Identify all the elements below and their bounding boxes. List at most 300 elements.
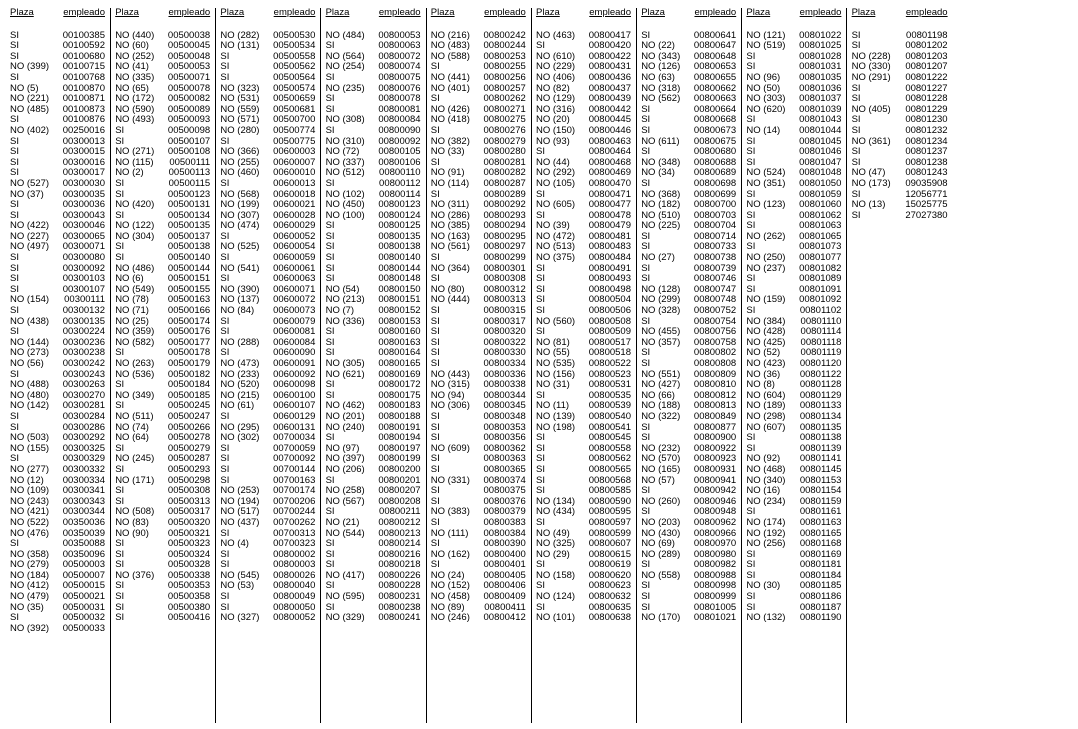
- table-row: [8, 518, 110, 529]
- plaza-cell: NO (535): [536, 358, 576, 369]
- empleado-cell: 00801110: [800, 315, 842, 327]
- empleado-cell: 00500176: [167, 326, 211, 338]
- empleado-cell: 00800075: [378, 71, 421, 83]
- empleado-cell: 00800317: [483, 315, 526, 327]
- empleado-cell: 00500700: [273, 114, 316, 126]
- empleado-cell: 00801077: [799, 252, 842, 264]
- plaza-cell: NO (152): [430, 580, 470, 592]
- table-row: [218, 359, 320, 370]
- plaza-cell: SI: [851, 146, 861, 158]
- plaza-cell: NO (7): [325, 305, 355, 317]
- empleado-cell: 00300071: [62, 241, 105, 253]
- empleado-cell: 00800092: [378, 135, 421, 147]
- column-header: [639, 8, 741, 20]
- empleado-cell: 00800063: [378, 40, 421, 52]
- empleado-cell: 00800183: [378, 400, 421, 412]
- plaza-cell: SI: [746, 209, 756, 221]
- empleado-cell: 00300224: [62, 326, 105, 338]
- plaza-cell: NO (255): [220, 156, 260, 168]
- empleado-cell: 00800412: [483, 612, 526, 624]
- plaza-cell: NO (97): [325, 442, 360, 454]
- empleado-cell: 00300281: [62, 400, 105, 412]
- plaza-cell: SI: [851, 114, 861, 126]
- empleado-cell: 00300236: [62, 336, 105, 348]
- empleado-cell: 00500320: [167, 516, 211, 528]
- empleado-cell: 00600010: [273, 167, 316, 179]
- plaza-cell: NO (484): [325, 29, 365, 41]
- empleado-cell: 00500324: [167, 548, 211, 560]
- plaza-cell: SI: [746, 146, 756, 158]
- plaza-cell: NO (225): [641, 220, 681, 232]
- empleado-cell: 00801037: [799, 93, 842, 105]
- plaza-cell: SI: [430, 273, 440, 285]
- empleado-cell: 00500151: [167, 273, 211, 285]
- plaza-cell: SI: [220, 601, 230, 613]
- plaza-cell: NO (549): [115, 283, 155, 295]
- empleado-cell: 00600084: [273, 336, 316, 348]
- empleado-cell: 00801044: [799, 124, 842, 136]
- empleado-cell: 00801135: [799, 421, 842, 433]
- plaza-cell: NO (35): [10, 601, 44, 613]
- empleado-cell: 00800615: [588, 548, 631, 560]
- plaza-cell: NO (156): [536, 368, 576, 380]
- empleado-cell: 00800150: [378, 283, 421, 295]
- plaza-cell: SI: [220, 442, 230, 454]
- plaza-cell: NO (359): [115, 326, 155, 338]
- empleado-cell: 00800276: [483, 124, 526, 136]
- plaza-cell: NO (21): [325, 516, 360, 528]
- empleado-cell: 00800151: [378, 294, 421, 306]
- plaza-cell: SI: [641, 103, 651, 115]
- header-spacer: [429, 20, 531, 31]
- empleado-cell: 00800442: [588, 103, 631, 115]
- empleado-cell: 00801073: [799, 241, 842, 253]
- table-row: [218, 518, 320, 529]
- empleado-cell: 00500247: [167, 410, 211, 422]
- empleado-cell: 00500021: [62, 591, 105, 603]
- table-row: [639, 412, 741, 423]
- empleado-cell: 00801045: [799, 135, 842, 147]
- plaza-cell: SI: [325, 389, 335, 401]
- plaza-cell: SI: [430, 124, 440, 136]
- plaza-cell: SI: [851, 82, 861, 94]
- table-row: [534, 179, 636, 190]
- plaza-cell: SI: [746, 591, 756, 603]
- plaza-cell: NO (551): [641, 368, 681, 380]
- empleado-cell: 00500562: [273, 61, 316, 73]
- table-row: [324, 518, 426, 529]
- empleado-header: empleado: [63, 7, 105, 18]
- empleado-cell: 00801122: [799, 368, 842, 380]
- plaza-cell: SI: [220, 453, 230, 465]
- plaza-cell: NO (24): [430, 569, 465, 581]
- table-row: [639, 613, 741, 624]
- empleado-cell: 00600091: [273, 358, 316, 369]
- empleado-cell: 00800212: [378, 516, 421, 528]
- plaza-header: Plaza: [325, 7, 350, 18]
- empleado-cell: 00800970: [693, 538, 737, 550]
- empleado-cell: 00801046: [799, 146, 842, 158]
- table-row: [218, 179, 320, 190]
- empleado-cell: 00500082: [167, 93, 211, 105]
- empleado-cell: 00500659: [273, 93, 316, 105]
- empleado-cell: 00500111: [169, 156, 211, 168]
- plaza-cell: NO (468): [746, 463, 786, 475]
- empleado-cell: 00800374: [483, 474, 526, 486]
- plaza-cell: NO (310): [325, 135, 365, 147]
- plaza-cell: NO (458): [430, 591, 470, 603]
- empleado-cell: 00800802: [693, 347, 737, 359]
- table-row: [429, 359, 531, 370]
- empleado-cell: 00800982: [693, 559, 737, 571]
- empleado-cell: 00800752: [693, 305, 737, 317]
- empleado-cell: 00800375: [483, 485, 526, 497]
- plaza-cell: NO (137): [220, 294, 260, 306]
- empleado-header: empleado: [799, 7, 842, 18]
- empleado-cell: 00300092: [62, 262, 105, 274]
- empleado-cell: 00801153: [799, 474, 842, 486]
- plaza-cell: NO (192): [746, 527, 786, 539]
- empleado-cell: 00800242: [483, 29, 526, 41]
- plaza-cell: NO (298): [746, 410, 786, 422]
- empleado-cell: 00500032: [62, 612, 105, 624]
- plaza-cell: NO (258): [325, 485, 365, 497]
- plaza-cell: NO (402): [10, 124, 50, 136]
- plaza-cell: NO (41): [115, 61, 149, 73]
- table-row: [113, 179, 215, 190]
- plaza-cell: NO (513): [536, 241, 576, 253]
- plaza-cell: SI: [220, 71, 230, 83]
- plaza-cell: NO (361): [851, 135, 891, 147]
- empleado-cell: 00100592: [62, 40, 105, 52]
- plaza-cell: SI: [641, 601, 651, 613]
- plaza-cell: NO (14): [746, 124, 781, 136]
- plaza-cell: SI: [536, 442, 545, 454]
- empleado-cell: 00800422: [588, 50, 631, 62]
- table-row: [218, 412, 320, 423]
- plaza-cell: NO (308): [325, 114, 365, 126]
- table-row: [324, 613, 426, 624]
- empleado-cell: 00800688: [693, 156, 737, 168]
- empleado-cell: 00800420: [588, 40, 631, 52]
- empleado-cell: 00800900: [693, 432, 737, 444]
- empleado-cell: 00800445: [588, 114, 631, 126]
- empleado-cell: 00250016: [62, 124, 105, 136]
- table-column: [429, 8, 532, 723]
- empleado-cell: 00801129: [799, 389, 842, 401]
- plaza-cell: SI: [220, 410, 230, 422]
- plaza-cell: SI: [536, 580, 545, 592]
- plaza-cell: NO (531): [220, 93, 260, 105]
- plaza-cell: SI: [220, 591, 230, 603]
- empleado-cell: 00800699: [693, 188, 737, 200]
- plaza-cell: SI: [430, 326, 440, 338]
- plaza-cell: SI: [641, 177, 651, 189]
- empleado-cell: 00500321: [167, 527, 211, 539]
- plaza-cell: NO (12): [10, 474, 44, 486]
- plaza-cell: SI: [536, 389, 545, 401]
- empleado-cell: 00600029: [273, 220, 316, 232]
- empleado-cell: 00801048: [799, 167, 842, 179]
- empleado-cell: 00800409: [483, 591, 526, 603]
- empleado-cell: 00800509: [588, 326, 631, 338]
- plaza-cell: SI: [10, 326, 19, 338]
- empleado-cell: 00800758: [693, 336, 737, 348]
- plaza-cell: NO (142): [10, 400, 50, 412]
- plaza-cell: SI: [536, 146, 545, 158]
- empleado-cell: 00800406: [483, 580, 526, 592]
- plaza-cell: SI: [536, 432, 545, 444]
- plaza-cell: SI: [115, 347, 125, 359]
- empleado-cell: 00800946: [693, 495, 737, 507]
- plaza-cell: NO (383): [430, 506, 470, 518]
- empleado-cell: 00801207: [905, 61, 948, 73]
- table-row: [8, 465, 110, 476]
- empleado-cell: 00800733: [693, 241, 737, 253]
- empleado-cell: 00800279: [483, 135, 526, 147]
- empleado-cell: 00800689: [693, 167, 737, 179]
- empleado-cell: 00801161: [799, 506, 842, 518]
- empleado-cell: 00800849: [693, 410, 737, 422]
- plaza-cell: SI: [430, 432, 440, 444]
- plaza-cell: NO (401): [430, 82, 470, 94]
- empleado-cell: 00800299: [483, 252, 526, 264]
- empleado-cell: 00800365: [483, 463, 526, 475]
- empleado-cell: 00800405: [483, 569, 526, 581]
- empleado-cell: 00801036: [799, 82, 842, 94]
- empleado-cell: 00801141: [799, 453, 842, 465]
- plaza-cell: NO (397): [325, 453, 365, 465]
- empleado-cell: 00800313: [483, 294, 526, 306]
- plaza-cell: SI: [115, 135, 125, 147]
- table-row: [534, 465, 636, 476]
- plaza-cell: SI: [746, 241, 756, 253]
- empleado-cell: 00300135: [62, 315, 105, 327]
- empleado-cell: 00800213: [378, 527, 421, 539]
- empleado-cell: 00800336: [483, 368, 526, 380]
- header-spacer: [534, 20, 636, 31]
- empleado-cell: 00801230: [905, 114, 948, 126]
- plaza-cell: NO (304): [115, 230, 155, 242]
- plaza-cell: SI: [220, 50, 230, 62]
- plaza-cell: SI: [115, 124, 125, 136]
- table-column: [8, 8, 111, 723]
- plaza-cell: NO (443): [430, 368, 470, 380]
- plaza-cell: NO (6): [115, 273, 144, 285]
- empleado-cell: 00800942: [693, 485, 737, 497]
- empleado-cell: 00800105: [378, 146, 421, 158]
- empleado-header: empleado: [273, 7, 316, 18]
- empleado-cell: 00500140: [167, 252, 211, 264]
- plaza-cell: NO (69): [641, 538, 675, 550]
- empleado-cell: 00500313: [167, 495, 211, 507]
- plaza-cell: SI: [430, 463, 440, 475]
- plaza-cell: NO (510): [641, 209, 681, 221]
- empleado-cell: 00500558: [273, 50, 316, 62]
- plaza-cell: NO (128): [641, 283, 681, 295]
- empleado-cell: 00800315: [483, 305, 526, 317]
- plaza-cell: SI: [746, 559, 756, 571]
- empleado-cell: 00800668: [693, 114, 737, 126]
- plaza-cell: SI: [220, 559, 230, 571]
- empleado-cell: 00800084: [378, 114, 421, 126]
- plaza-cell: NO (351): [746, 177, 786, 189]
- plaza-cell: SI: [641, 432, 651, 444]
- plaza-cell: NO (20): [536, 114, 570, 126]
- empleado-cell: 00500358: [167, 591, 211, 603]
- empleado-cell: 00801060: [799, 199, 842, 211]
- plaza-cell: SI: [115, 538, 125, 550]
- empleado-cell: 00300270: [62, 389, 105, 401]
- empleado-cell: 00800619: [588, 559, 631, 571]
- plaza-cell: SI: [115, 188, 125, 200]
- table-row: [218, 465, 320, 476]
- plaza-cell: NO (129): [536, 93, 576, 105]
- plaza-cell: SI: [430, 315, 440, 327]
- empleado-cell: 00800531: [588, 379, 631, 391]
- plaza-cell: NO (198): [536, 421, 576, 433]
- plaza-cell: NO (420): [115, 199, 155, 211]
- empleado-cell: 00800050: [273, 601, 316, 613]
- empleado-cell: 00800941: [693, 474, 737, 486]
- empleado-cell: 00800292: [483, 199, 526, 211]
- empleado-cell: 00800244: [483, 40, 526, 52]
- empleado-cell: 00801114: [800, 326, 842, 338]
- empleado-cell: 00800211: [379, 506, 421, 518]
- empleado-cell: 00801050: [799, 177, 842, 189]
- plaza-cell: NO (609): [430, 442, 470, 454]
- empleado-cell: 00800746: [693, 273, 737, 285]
- empleado-cell: 00300030: [62, 177, 105, 189]
- empleado-cell: 00500137: [167, 230, 211, 242]
- plaza-cell: NO (382): [430, 135, 470, 147]
- table-row: [324, 359, 426, 370]
- plaza-cell: NO (56): [10, 358, 44, 369]
- plaza-cell: SI: [536, 474, 545, 486]
- plaza-cell: NO (336): [325, 315, 365, 327]
- table-row: [639, 126, 741, 137]
- plaza-header: Plaza: [536, 7, 560, 18]
- plaza-cell: NO (316): [536, 103, 576, 115]
- plaza-cell: NO (376): [115, 569, 155, 581]
- empleado-cell: 00800999: [693, 591, 737, 603]
- table-row: [534, 126, 636, 137]
- empleado-cell: 00800216: [378, 548, 421, 560]
- plaza-cell: NO (94): [430, 389, 465, 401]
- empleado-cell: 00800662: [693, 82, 737, 94]
- plaza-cell: NO (512): [325, 167, 365, 179]
- empleado-cell: 00700313: [273, 527, 316, 539]
- empleado-cell: 00800049: [273, 591, 316, 603]
- empleado-cell: 00600052: [273, 230, 316, 242]
- empleado-cell: 00500184: [167, 379, 211, 391]
- empleado-cell: 00700034: [273, 432, 316, 444]
- empleado-cell: 00800620: [588, 569, 631, 581]
- plaza-cell: NO (105): [536, 177, 576, 189]
- empleado-cell: 00300015: [62, 146, 105, 158]
- empleado-cell: 00500113: [168, 167, 211, 179]
- empleado-cell: 00800698: [693, 177, 737, 189]
- plaza-cell: NO (250): [746, 252, 786, 264]
- empleado-cell: 00800295: [483, 230, 526, 242]
- empleado-cell: 00500177: [167, 336, 211, 348]
- plaza-cell: SI: [536, 463, 545, 475]
- empleado-cell: 00800123: [378, 199, 421, 211]
- empleado-cell: 00500681: [273, 103, 316, 115]
- plaza-cell: SI: [10, 71, 19, 83]
- empleado-cell: 00600098: [273, 379, 316, 391]
- empleado-cell: 00300035: [62, 188, 105, 200]
- table-row: [429, 179, 531, 190]
- table-row: [744, 126, 846, 137]
- plaza-cell: SI: [536, 485, 545, 497]
- empleado-cell: 00800595: [588, 506, 631, 518]
- empleado-cell: 00800463: [588, 135, 631, 147]
- plaza-cell: NO (508): [115, 506, 155, 518]
- plaza-cell: NO (503): [10, 432, 50, 444]
- plaza-cell: NO (425): [746, 336, 786, 348]
- empleado-cell: 00300286: [62, 421, 105, 433]
- plaza-cell: NO (559): [220, 103, 260, 115]
- plaza-cell: SI: [641, 230, 651, 242]
- plaza-cell: SI: [10, 421, 19, 433]
- empleado-cell: 00500293: [167, 463, 211, 475]
- empleado-cell: 00500287: [167, 453, 211, 465]
- empleado-cell: 00500093: [167, 114, 211, 126]
- plaza-cell: NO (422): [10, 220, 50, 232]
- plaza-cell: NO (100): [325, 209, 365, 221]
- plaza-cell: SI: [641, 421, 651, 433]
- plaza-cell: NO (246): [430, 612, 470, 624]
- plaza-cell: NO (479): [10, 591, 50, 603]
- table-row: [218, 613, 320, 624]
- empleado-cell: 00801028: [799, 50, 842, 62]
- table-row: [429, 73, 531, 84]
- plaza-cell: NO (343): [641, 50, 681, 62]
- empleado-cell: 00800293: [483, 209, 526, 221]
- plaza-cell: NO (109): [10, 485, 50, 497]
- plaza-cell: NO (61): [220, 400, 255, 412]
- plaza-cell: NO (165): [641, 463, 681, 475]
- empleado-cell: 00800877: [693, 421, 737, 433]
- empleado-cell: 00800289: [483, 188, 526, 200]
- empleado-cell: 00300016: [62, 156, 105, 168]
- empleado-cell: 00800191: [378, 421, 421, 433]
- plaza-cell: SI: [746, 601, 756, 613]
- plaza-cell: SI: [10, 262, 19, 274]
- plaza-cell: NO (497): [10, 241, 50, 253]
- empleado-cell: 00801190: [799, 612, 842, 624]
- plaza-cell: NO (155): [10, 442, 50, 454]
- plaza-cell: NO (368): [641, 188, 681, 200]
- header-spacer: [8, 20, 110, 31]
- empleado-cell: 00500174: [167, 315, 211, 327]
- plaza-cell: NO (235): [325, 82, 365, 94]
- empleado-cell: 00801118: [800, 336, 842, 348]
- plaza-cell: SI: [430, 336, 440, 348]
- plaza-cell: SI: [10, 612, 19, 624]
- plaza-cell: SI: [641, 124, 651, 136]
- plaza-cell: SI: [536, 601, 545, 613]
- plaza-cell: NO (450): [325, 199, 365, 211]
- plaza-cell: SI: [220, 61, 230, 73]
- empleado-cell: 00300017: [62, 167, 105, 179]
- plaza-cell: NO (11): [536, 400, 570, 412]
- table-row: [8, 624, 110, 635]
- empleado-cell: 00500308: [167, 485, 211, 497]
- plaza-cell: SI: [325, 93, 335, 105]
- empleado-cell: 00801243: [905, 167, 948, 179]
